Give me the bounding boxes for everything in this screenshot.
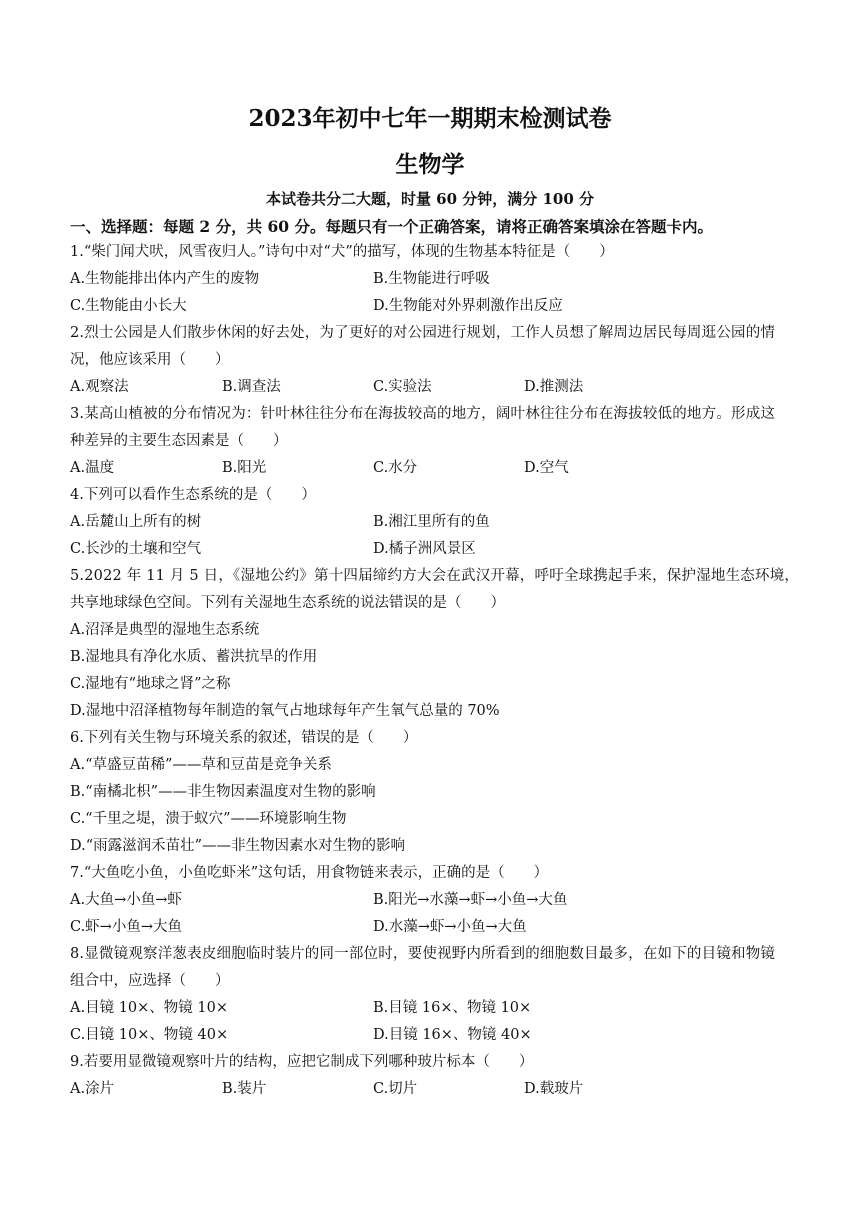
- question-6-stem: 6.下列有关生物与环境关系的叙述，错误的是（ ）: [70, 730, 418, 746]
- question-8-stem: 8.显微镜观察洋葱表皮细胞临时装片的同一部位时，要使视野内所看到的细胞数目最多，在如下的目镜和物镜: [70, 946, 776, 962]
- question-3-option-a: A.温度: [70, 460, 115, 476]
- question-3-stem-cont: 种差异的主要生态因素是（ ）: [70, 433, 288, 449]
- question-2-option-d: D.推测法: [524, 379, 584, 395]
- question-3-option-c: C.水分: [373, 460, 418, 476]
- question-5-stem-cont: 共享地球绿色空间。下列有关湿地生态系统的说法错误的是（ ）: [70, 595, 505, 611]
- question-7-option-c: C.虾→小鱼→大鱼: [70, 919, 182, 935]
- question-4-stem: 4.下列可以看作生态系统的是（ ）: [70, 487, 316, 503]
- question-7-option-b: B.阳光→水藻→虾→小鱼→大鱼: [373, 892, 568, 908]
- question-1-option-a: A.生物能排出体内产生的废物: [70, 271, 260, 287]
- question-2-option-c: C.实验法: [373, 379, 432, 395]
- question-6-option-b: B.“南橘北枳”——非生物因素温度对生物的影响: [70, 784, 376, 800]
- exam-title: 2023年初中七年一期期末检测试卷: [248, 105, 612, 132]
- question-9-stem: 9.若要用显微镜观察叶片的结构，应把它制成下列哪种玻片标本（ ）: [70, 1054, 534, 1070]
- question-5-option-c: C.湿地有“地球之肾”之称: [70, 676, 231, 692]
- question-8-option-a: A.目镜 10×、物镜 10×: [70, 1000, 228, 1016]
- question-4-option-c: C.长沙的土壤和空气: [70, 541, 202, 557]
- section-heading: 一、选择题：每题 2 分，共 60 分。每题只有一个正确答案，请将正确答案填涂在答题卡内。: [70, 217, 713, 236]
- subject-title: 生物学: [395, 151, 465, 178]
- question-2-stem: 2.烈士公园是人们散步休闲的好去处，为了更好的对公园进行规划，工作人员想了解周边居民每周逛公园的情: [70, 325, 776, 341]
- question-6-option-c: C.“千里之堤，溃于蚁穴”——环境影响生物: [70, 811, 347, 827]
- question-2-option-a: A.观察法: [70, 379, 129, 395]
- question-7-option-a: A.大鱼→小鱼→虾: [70, 892, 182, 908]
- exam-info: 本试卷共分二大题，时量 60 分钟，满分 100 分: [265, 190, 595, 208]
- question-5-stem: 5.2022 年 11 月 5 日，《湿地公约》第十四届缔约方大会在武汉开幕，呼吁全球携起手来，保护湿地生态环境，: [70, 568, 800, 584]
- question-9-option-c: C.切片: [373, 1081, 418, 1097]
- question-2-stem-cont: 况，他应该采用（ ）: [70, 352, 230, 368]
- question-9-option-a: A.涂片: [70, 1081, 115, 1097]
- question-3-option-d: D.空气: [524, 460, 569, 476]
- question-8-option-c: C.目镜 10×、物镜 40×: [70, 1027, 229, 1043]
- question-1-option-b: B.生物能进行呼吸: [373, 271, 490, 287]
- question-8-option-d: D.目镜 16×、物镜 40×: [373, 1027, 532, 1043]
- question-3-option-b: B.阳光: [222, 460, 267, 476]
- question-8-option-b: B.目镜 16×、物镜 10×: [373, 1000, 532, 1016]
- question-5-option-b: B.湿地具有净化水质、蓄洪抗旱的作用: [70, 649, 318, 665]
- question-9-option-b: B.装片: [222, 1081, 267, 1097]
- question-4-option-d: D.橘子洲风景区: [373, 541, 476, 557]
- question-5-option-d: D.湿地中沼泽植物每年制造的氧气占地球每年产生氧气总量的 70%: [70, 703, 500, 719]
- question-4-option-a: A.岳麓山上所有的树: [70, 514, 202, 530]
- question-1-stem: 1.“柴门闻犬吠，风雪夜归人。”诗句中对“犬”的描写，体现的生物基本特征是（ ）: [70, 244, 614, 260]
- question-3-stem: 3.某高山植被的分布情况为：针叶林往往分布在海拔较高的地方，阔叶林往往分布在海拔较低的地方。形成这: [70, 406, 776, 422]
- question-2-option-b: B.调查法: [222, 379, 281, 395]
- question-8-stem-cont: 组合中，应选择（ ）: [70, 973, 230, 989]
- question-7-option-d: D.水藻→虾→小鱼→大鱼: [373, 919, 527, 935]
- question-6-option-a: A.“草盛豆苗稀”——草和豆苗是竞争关系: [70, 757, 332, 773]
- question-9-option-d: D.载玻片: [524, 1081, 584, 1097]
- question-7-stem: 7.“大鱼吃小鱼，小鱼吃虾米”这句话，用食物链来表示，正确的是（ ）: [70, 865, 549, 881]
- question-5-option-a: A.沼泽是典型的湿地生态系统: [70, 622, 260, 638]
- question-4-option-b: B.湘江里所有的鱼: [373, 514, 490, 530]
- question-1-option-d: D.生物能对外界刺激作出反应: [373, 298, 563, 314]
- question-6-option-d: D.“雨露滋润禾苗壮”——非生物因素水对生物的影响: [70, 838, 406, 854]
- question-1-option-c: C.生物能由小长大: [70, 298, 187, 314]
